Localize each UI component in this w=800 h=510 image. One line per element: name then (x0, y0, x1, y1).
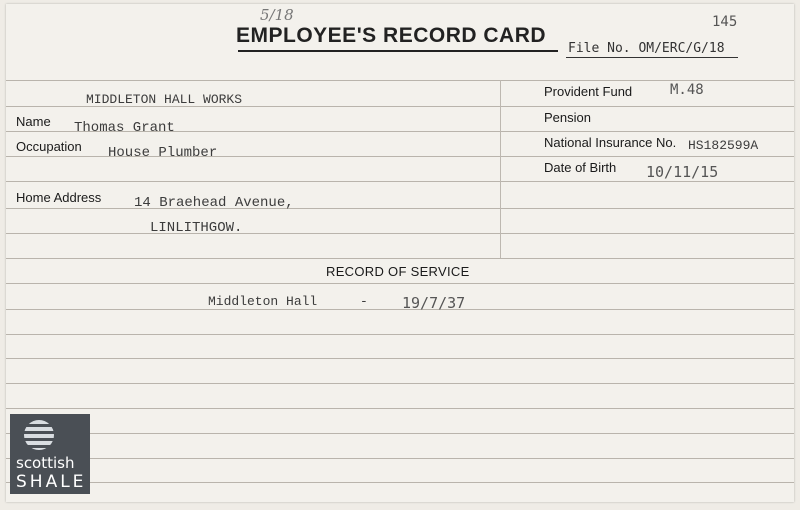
service-dash: - (360, 294, 368, 309)
provident-fund-label: Provident Fund (544, 84, 633, 99)
record-of-service-heading: RECORD OF SERVICE (326, 264, 470, 279)
home-address-line1: 14 Braehead Avenue, (134, 195, 294, 211)
date-of-birth-label: Date of Birth (544, 160, 617, 175)
home-address-line2: LINLITHGOW. (150, 220, 243, 236)
pension-label: Pension (544, 110, 591, 125)
ruled-line (6, 408, 794, 409)
ruled-line (6, 80, 794, 81)
title-underline (238, 50, 558, 52)
national-insurance-label: National Insurance No. (544, 135, 677, 150)
column-divider (500, 80, 501, 258)
file-number: File No. OM/ERC/G/18 (568, 41, 725, 56)
national-insurance-value: HS182599A (688, 138, 759, 153)
ruled-line (6, 383, 794, 384)
occupation-label: Occupation (16, 139, 82, 154)
card-number: 145 (712, 14, 738, 30)
occupation-value: House Plumber (108, 145, 218, 161)
card-title: EMPLOYEE'S RECORD CARD (236, 24, 547, 47)
ruled-line (6, 208, 794, 209)
works-name: MIDDLETON HALL WORKS (86, 92, 243, 107)
ruled-line (6, 283, 794, 284)
name-value: Thomas Grant (74, 120, 175, 136)
logo-text-shale: SHALE (16, 472, 87, 492)
ruled-line (6, 309, 794, 310)
ruled-line (6, 482, 794, 483)
ruled-line (6, 358, 794, 359)
date-of-birth-value: 10/11/15 (646, 163, 719, 181)
ruled-line (6, 433, 794, 434)
home-address-label: Home Address (16, 190, 102, 205)
scottish-shale-logo (10, 414, 90, 494)
ruled-line (6, 181, 794, 182)
logo-text-scottish: scottish (16, 454, 75, 472)
ruled-line (6, 334, 794, 335)
service-date: 19/7/37 (402, 294, 466, 312)
shale-globe-icon (24, 420, 54, 450)
provident-fund-value: M.48 (670, 82, 704, 98)
file-underline (566, 57, 738, 58)
ruled-line (6, 258, 794, 259)
ruled-line (6, 233, 794, 234)
record-card (6, 4, 794, 502)
ruled-line (6, 458, 794, 459)
name-label: Name (16, 114, 51, 129)
handwritten-note: 5/18 (260, 6, 294, 24)
service-place: Middleton Hall (208, 294, 318, 309)
